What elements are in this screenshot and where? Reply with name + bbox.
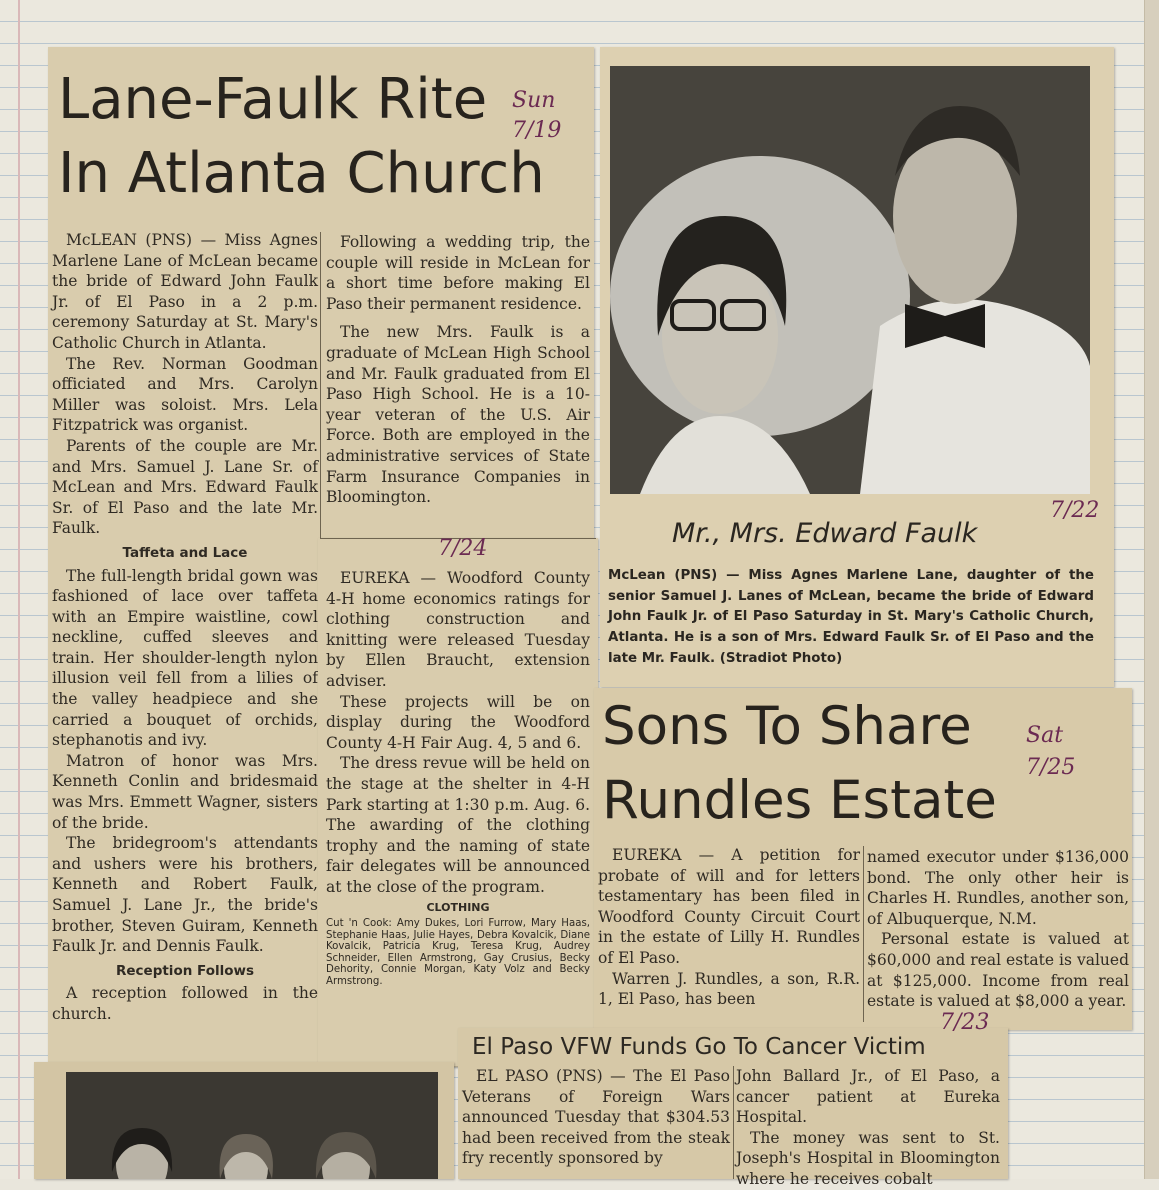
headline-vfw: El Paso VFW Funds Go To Cancer Victim [472,1034,926,1060]
article1-paragraph: The new Mrs. Faulk is a graduate of McLean High School and Mr. Faulk graduated from El Paso High School. He is a 10-year veteran of the U.S. Air Force. Both are employed in the administrative services of State Farm Insurance Companies in Bloomington. [326,323,590,507]
group-photo [66,1072,438,1179]
wedding-photo [610,66,1090,494]
article3-paragraph: Warren J. Rundles, a son, R.R. 1, El Paso, has been [598,969,860,1009]
headline-sons-to-share: Sons To Share [602,696,972,757]
article1-paragraph: McLEAN (PNS) — Miss Agnes Marlene Lane of McLean became the bride of Edward John Faulk Jr. of El Paso in a 2 p.m. ceremony Saturday at St. Mary's Catholic Church in Atlanta. [52,231,318,352]
article4-paragraph: John Ballard Jr., of El Paso, a cancer patient at Eureka Hospital. [736,1067,1000,1127]
article2-paragraph: The dress revue will be held on the stage at the shelter in 4-H Park starting at 1:30 p.m. Aug. 6. The awarding of the clothing trophy and the naming of state fair delegates will be announced at the close of the program. [326,754,590,896]
article1-paragraph: Matron of honor was Mrs. Kenneth Conlin and bridesmaid was Mrs. Emmett Wagner, sisters of the bride. [52,751,318,832]
article2-body [326,568,590,988]
subhead-taffeta: Taffeta and Lace [122,544,248,561]
article1-column2 [326,232,590,508]
article1-paragraph: The bridegroom's attendants and ushers were his brothers, Kenneth and Robert Faulk, Samuel J. Lane Jr., the bride's brother, Steven Guiram, Kenneth Faulk Jr. and Dennis Faulk. [52,834,318,956]
article1-column1 [52,230,318,1025]
article2-paragraph: These projects will be on display during the Woodford County 4-H Fair Aug. 4, 5 and 6. [326,692,590,752]
article1-paragraph: Following a wedding trip, the couple will reside in McLean for a short time before making El Paso their permanent residence. [326,233,590,313]
page-edge [1144,0,1159,1179]
column-divider [320,232,321,538]
article4-column2 [736,1066,1000,1190]
column-divider [733,1066,734,1179]
photo-caption-text: McLean (PNS) — Miss Agnes Marlene Lane, daughter of the senior Samuel J. Lanes of McLean, became the bride of Edward John Faulk Jr. of El Paso Saturday in St. Mary's Catholic Church, Atlanta. He is a son of Mrs. Edward Faulk Sr. of El Paso and the late Mr. Faulk. (Stradiot Photo) [608,568,1094,666]
article3-column1 [598,845,860,1010]
clothing-list: Cut 'n Cook: Amy Dukes, Lori Furrow, Mary Haas, Stephanie Haas, Julie Hayes, Debra Kovalcik, Diane Kovalcik, Patricia Krug, Teresa Krug, Audrey Schneider, Ellen Armstrong, Gay Crusius, Becky Dehority, Connie Morgan, Katy Volz and Becky Armstrong. [326,918,590,988]
article1-paragraph: The full-length bridal gown was fashioned of lace over taffeta with an Empire waistline, cowl neckline, cuffed sleeves and train. Her shoulder-length nylon illusion veil fell from a lilies of the valley headpiece and she carried a bouquet of orchids, stephanotis and ivy. [52,566,318,750]
handwritten-date-723: 7/23 [940,1010,990,1035]
article4-paragraph: EL PASO (PNS) — The El Paso Veterans of Foreign Wars announced Tuesday that $304.53 had been received from the steak fry recently sponsored by [462,1067,730,1168]
handwritten-date-sat: Sat 7/25 [1026,723,1076,780]
article1-paragraph: Parents of the couple are Mr. and Mrs. Samuel J. Lane Sr. of McLean and Mrs. Edward Faulk Sr. of El Paso and the late Mr. Faulk. [52,436,318,538]
clothing-list-title: CLOTHING [426,900,490,914]
handwritten-date-sun: Sun 7/19 [512,88,562,143]
handwritten-date-724: 7/24 [438,536,488,561]
headline-rundles-estate: Rundles Estate [602,770,997,831]
column-divider [863,846,864,1022]
article4-column1 [462,1066,730,1169]
subhead-reception: Reception Follows [115,962,255,979]
photo-caption-title: Mr., Mrs. Edward Faulk [672,518,978,549]
article3-column2 [867,847,1129,1012]
article1-paragraph: A reception followed in the church. [52,984,318,1023]
headline-line1: Lane-Faulk Rite [58,67,488,132]
article3-paragraph: named executor under $136,000 bond. The only other heir is Charles H. Rundles, another son, of Albuquerque, N.M. [867,848,1129,928]
article1-paragraph: The Rev. Norman Goodman officiated and Mrs. Carolyn Miller was soloist. Mrs. Lela Fitzpatrick was organist. [52,354,318,435]
page-margin-line [18,0,20,1179]
group-portrait-icon [66,1072,438,1179]
article3-paragraph: EUREKA — A petition for probate of will and for letters testamentary has been filed in Woodford County Circuit Court in the estate of Lilly H. Rundles of El Paso. [598,846,860,967]
headline-line2: In Atlanta Church [58,141,545,206]
article3-paragraph: Personal estate is valued at $60,000 and real estate is valued at $125,000. Income from real estate is valued at $8,000 a year. [867,930,1129,1011]
article2-paragraph: EUREKA — Woodford County 4-H home economics ratings for clothing construction and knitting were released Tuesday by Ellen Braucht, extension adviser. [326,569,590,690]
article4-paragraph: The money was sent to St. Joseph's Hospital in Bloomington where he receives cobalt [736,1128,1000,1188]
couple-portrait-icon [610,66,1090,494]
handwritten-date-722: 7/22 [1050,498,1100,523]
